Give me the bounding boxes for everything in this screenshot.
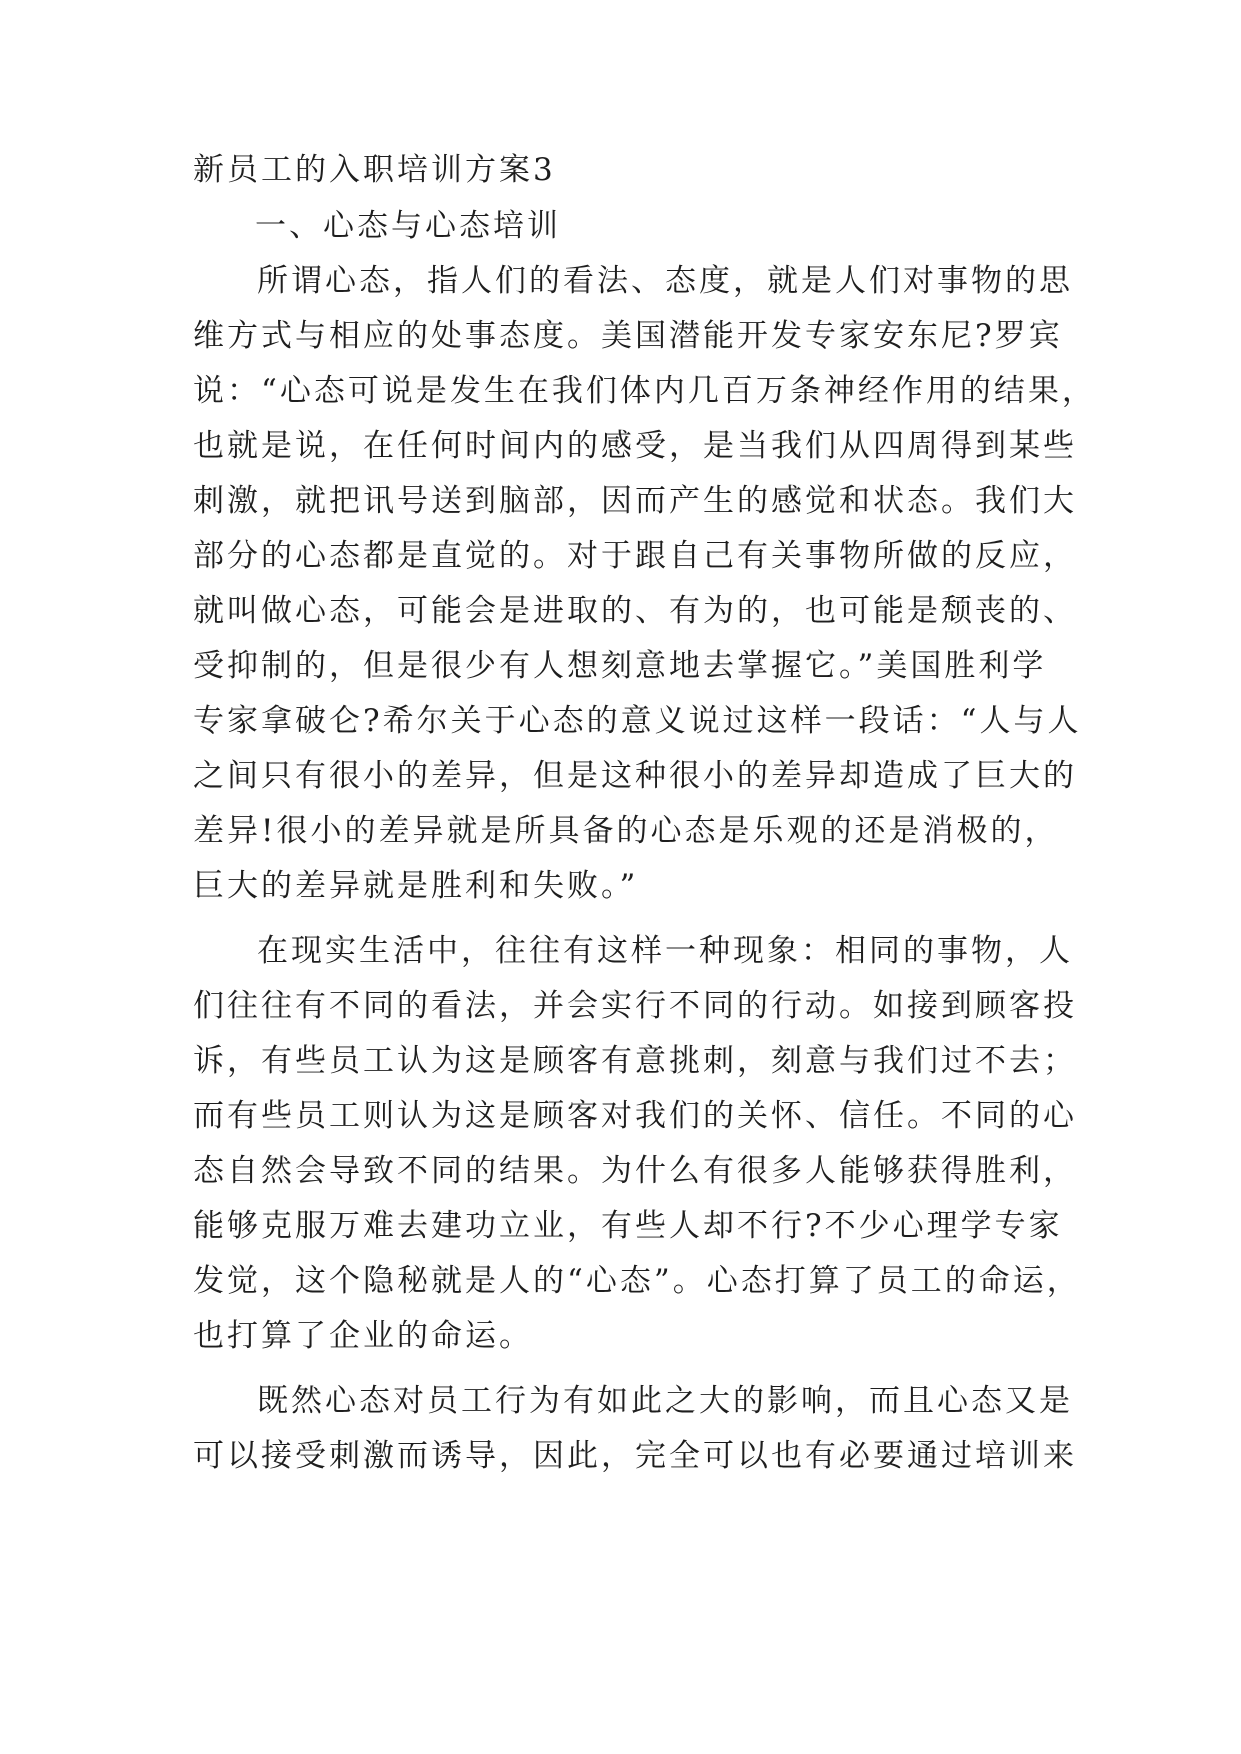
- paragraph-line: 而有些员工则认为这是顾客对我们的关怀、信任。不同的心: [193, 1098, 1077, 1134]
- paragraph-line: 可以接受刺激而诱导，因此，完全可以也有必要通过培训来: [193, 1438, 1077, 1474]
- paragraph-line: 也打算了企业的命运。: [193, 1318, 533, 1354]
- paragraph-line: 差异!很小的差异就是所具备的心态是乐观的还是消极的，: [193, 813, 1059, 849]
- paragraph-line: 专家拿破仑?希尔关于心态的意义说过这样一段话：“人与人: [193, 703, 1082, 739]
- paragraph-line: 所谓心态，指人们的看法、态度，就是人们对事物的思: [257, 263, 1073, 299]
- section-heading: 一、心态与心态培训: [255, 208, 561, 244]
- paragraph-line: 既然心态对员工行为有如此之大的影响，而且心态又是: [257, 1383, 1073, 1419]
- paragraph-line: 态自然会导致不同的结果。为什么有很多人能够获得胜利，: [193, 1153, 1077, 1189]
- paragraph-line: 受抑制的，但是很少有人想刻意地去掌握它。”美国胜利学: [193, 648, 1047, 684]
- paragraph-line: 能够克服万难去建功立业，有些人却不行?不少心理学专家: [193, 1208, 1063, 1244]
- paragraph-line: 诉，有些员工认为这是顾客有意挑刺，刻意与我们过不去；: [193, 1043, 1077, 1079]
- paragraph-line: 在现实生活中，往往有这样一种现象：相同的事物，人: [257, 933, 1073, 969]
- paragraph-line: 就叫做心态，可能会是进取的、有为的，也可能是颓丧的、: [193, 593, 1077, 629]
- paragraph-line: 们往往有不同的看法，并会实行不同的行动。如接到顾客投: [193, 988, 1077, 1024]
- paragraph-line: 巨大的差异就是胜利和失败。”: [193, 868, 639, 904]
- paragraph-line: 也就是说，在任何时间内的感受，是当我们从四周得到某些: [193, 428, 1077, 464]
- paragraph-line: 之间只有很小的差异，但是这种很小的差异却造成了巨大的: [193, 758, 1077, 794]
- paragraph-line: 维方式与相应的处事态度。美国潜能开发专家安东尼?罗宾: [193, 318, 1063, 354]
- paragraph-line: 部分的心态都是直觉的。对于跟自己有关事物所做的反应，: [193, 538, 1077, 574]
- paragraph-line: 说：“心态可说是发生在我们体内几百万条神经作用的结果，: [193, 373, 1096, 409]
- paragraph-line: 发觉，这个隐秘就是人的“心态”。心态打算了员工的命运，: [193, 1263, 1081, 1299]
- paragraph-line: 刺激，就把讯号送到脑部，因而产生的感觉和状态。我们大: [193, 483, 1077, 519]
- document-title: 新员工的入职培训方案3: [193, 152, 556, 188]
